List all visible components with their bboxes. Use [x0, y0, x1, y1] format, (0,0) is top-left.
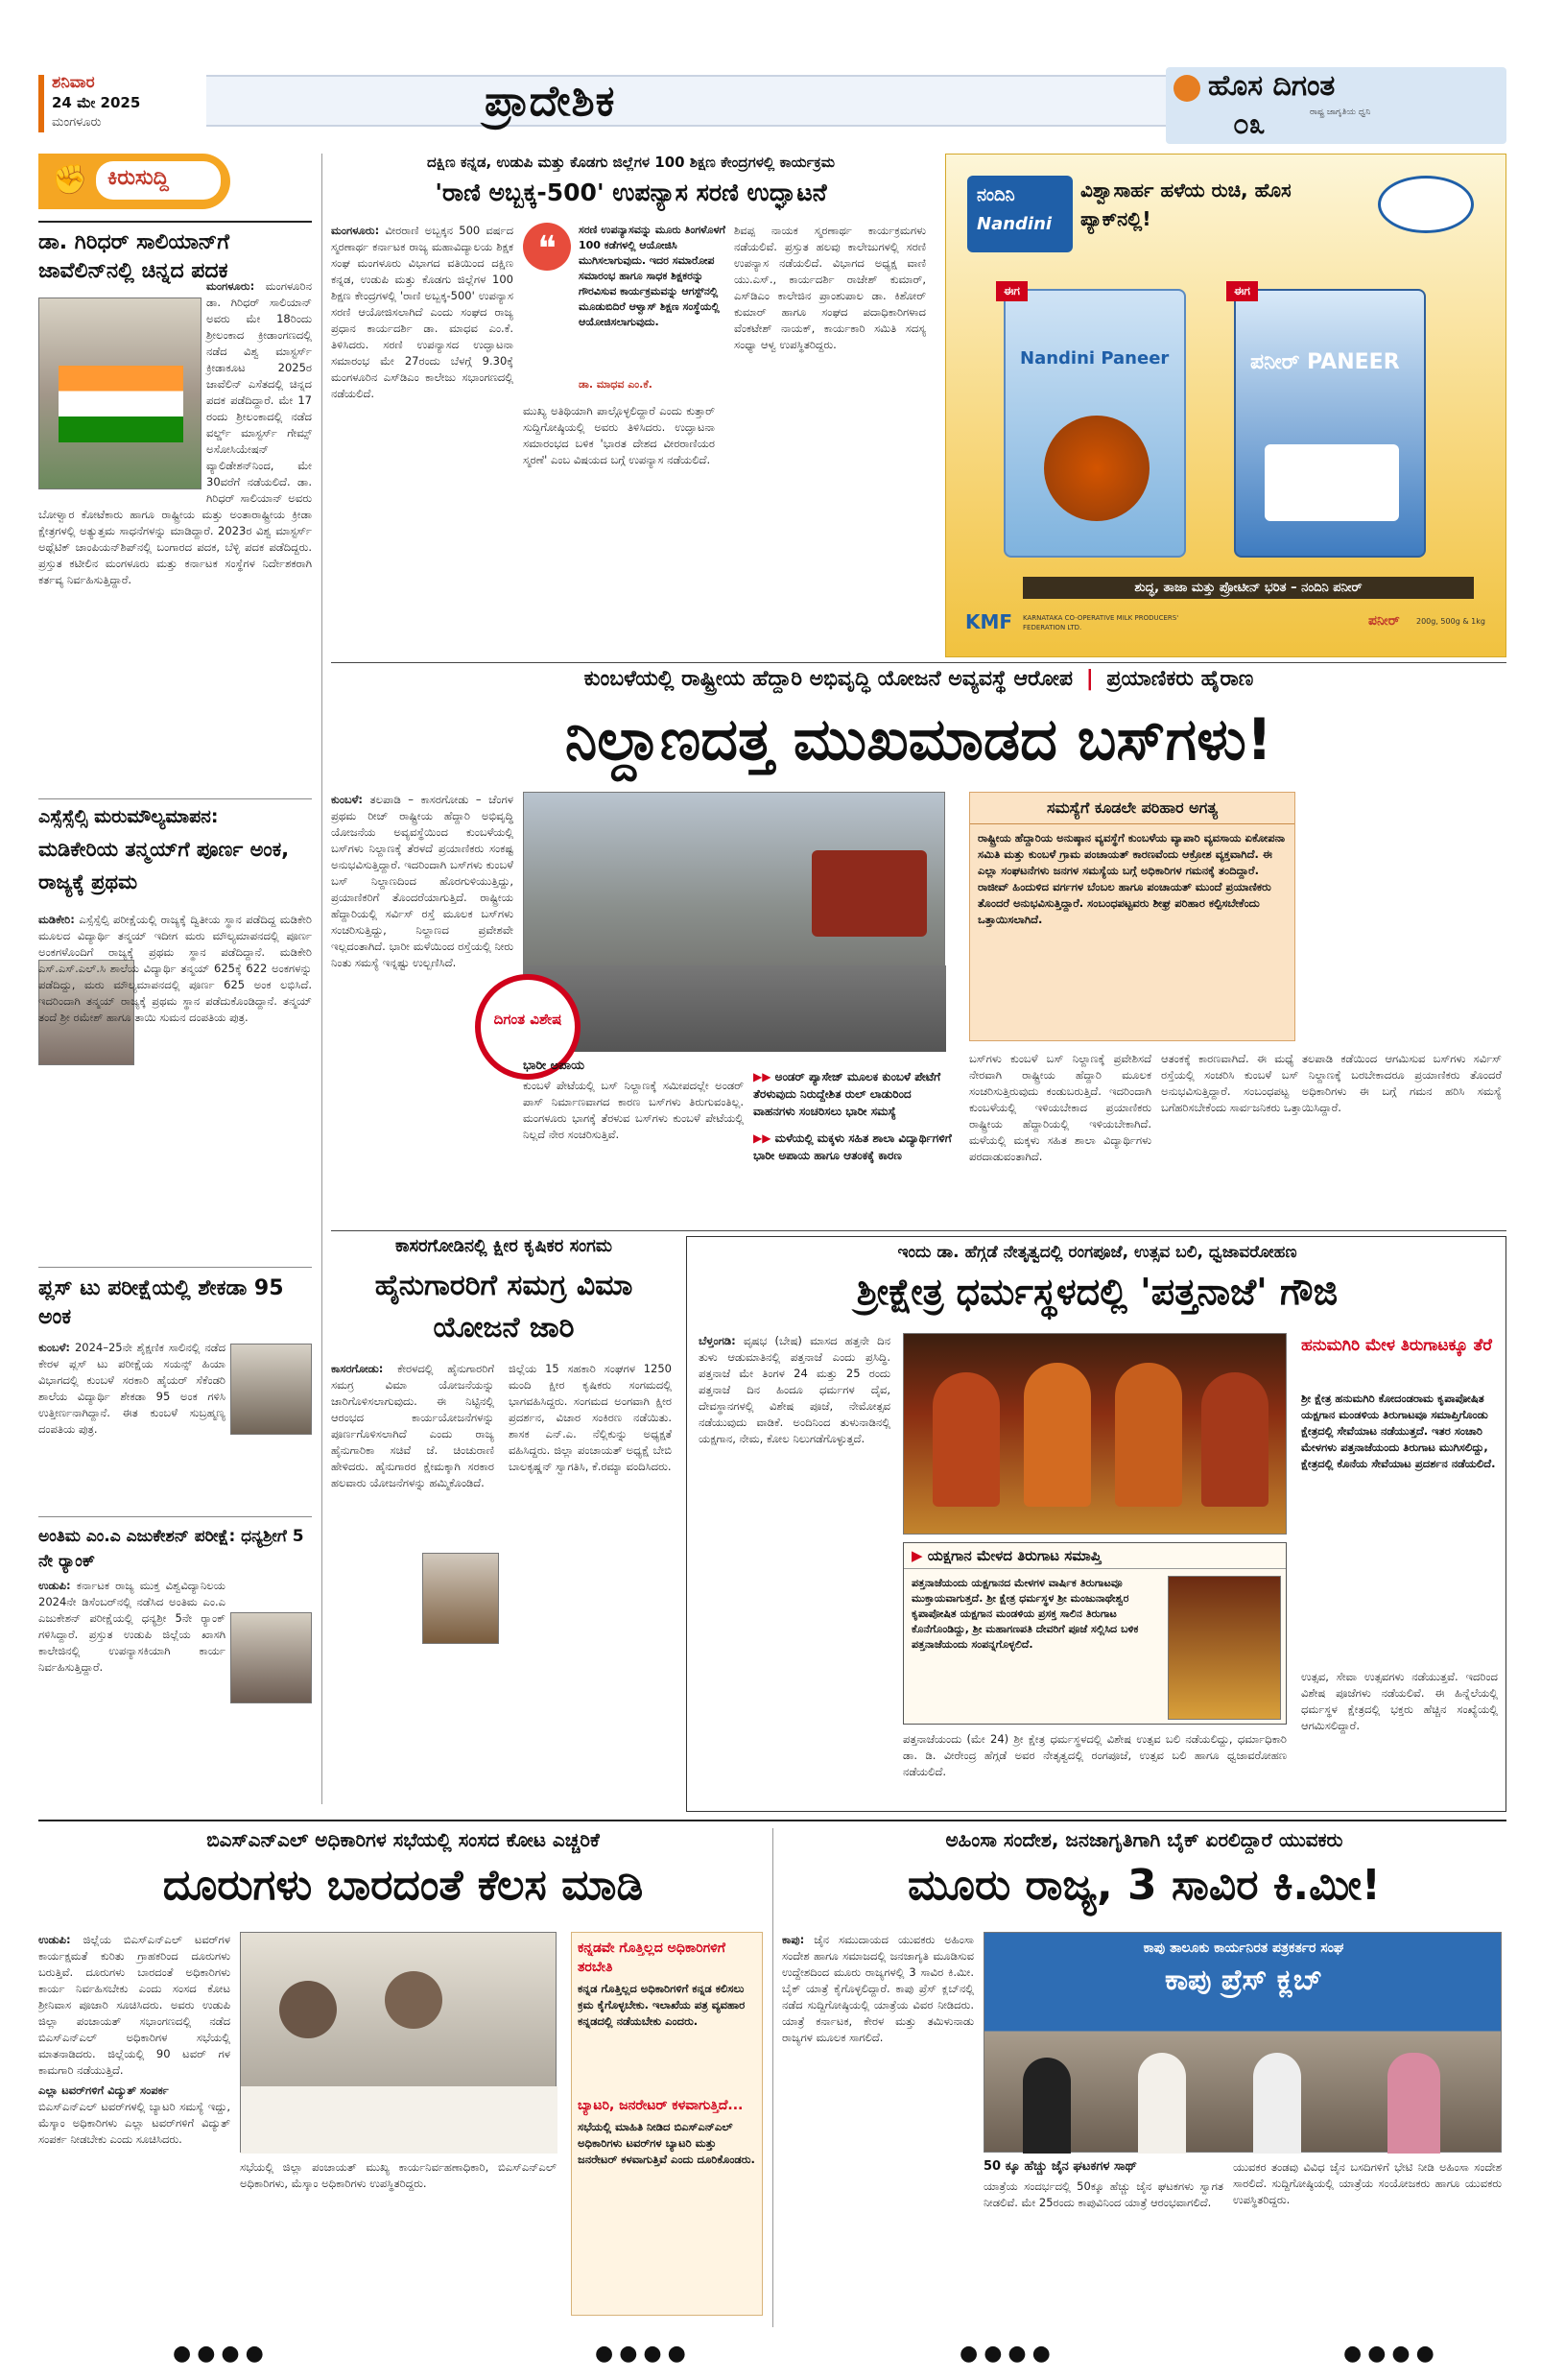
dharma-title: ಶ್ರೀಕ್ಷೇತ್ರ ಧರ್ಮಸ್ಥಳದಲ್ಲಿ 'ಪತ್ತನಾಜೆ' ಗೌಜಿ: [856, 1271, 1339, 1313]
dharma-body-col1: ಬೆಳ್ತಂಗಡಿ: ವೃಷಭ (ಬೇಷ) ಮಾಸದ ಹತ್ತನೇ ದಿನ ತುಳು ಆಡುಮಾತಿನಲ್ಲಿ ಪತ್ತನಾಜೆ ಎಂದು ಪ್ರಸಿದ್ಧಿ. ಪತ್ತನಾಜೆ ಮೇ ತಿಂಗಳ 24 ಮತ್ತು 25 ರಂದು ಪತ್ತನಾಜೆ ದಿನ ಹಿಂದೂ ಧರ್ಮಗಳ ದೈವ, ದೇವಸ್ಥಾನಗಳಲ್ಲಿ ವಿಶೇಷ ಪೂಜೆ, ನೇಮೋತ್ಸವ ನಡೆಯುವುದು ವಾಡಿಕೆ. ಅಂದಿನಿಂದ ತುಳುನಾಡಿನಲ್ಲಿ ಯಕ್ಷಗಾನ, ನೇಮ, ಕೋಲ ನಿಲುಗಡೆಗೊಳ್ಳುತ್ತದೆ.: [699, 1334, 890, 1445]
bike-body-col2: ಯಾತ್ರೆಯ ಸಂದರ್ಭದಲ್ಲಿ 50ಕ್ಕೂ ಹೆಚ್ಚು ಜೈನ ಘಟಕಗಳು ಸ್ವಾಗತ ನೀಡಲಿವೆ. ಮೇ 25ರಂದು ಕಾಪುವಿನಿಂದ ಯಾತ್ರೆ ಆರಂಭವಾಗಲಿದೆ.: [984, 2179, 1223, 2209]
bus-body-col4: ಆತಂಕಕ್ಕೆ ಕಾರಣವಾಗಿದೆ. ಈ ಮಧ್ಯೆ ತಲಪಾಡಿ ಕಡೆಯಿಂದ ಆಗಮಿಸುವ ಬಸ್‌ಗಳು ಸರ್ವಿಸ್ ರಸ್ತೆಯಲ್ಲಿ ಸಂಚರಿಸಿ ಕುಂಬಳೆ ಬಸ್ ನಿಲ್ದಾಣಕ್ಕೆ ಬರಬೇಕಾದರೂ ಪ್ರಯಾಣಿಕರು ತೊಂದರೆ ಅನುಭವಿಸುತ್ತಿದ್ದಾರೆ. ಸಂಬಂಧಪಟ್ಟ ಅಧಿಕಾರಿಗಳು ಈ ಬಗ್ಗೆ ಗಮನ ಹರಿಸಿ ಸಮಸ್ಯೆ ಬಗೆಹರಿಸಬೇಕೆಂದು ಸಾರ್ವಜನಿಕರು ಒತ್ತಾಯಿಸಿದ್ದಾರೆ.: [1161, 1052, 1502, 1114]
kiru-badge-label: ಕಿರುಸುದ್ದಿ: [107, 166, 169, 190]
paneer-pack-1: [1004, 284, 1186, 558]
bike-title: ಮೂರು ರಾಜ್ಯ, 3 ಸಾವಿರ ಕಿ.ಮೀ!: [908, 1861, 1381, 1910]
rani-title: 'ರಾಣಿ ಅಬ್ಬಕ್ಕ-500' ಉಪನ್ಯಾಸ ಸರಣಿ ಉದ್ಘಾಟನೆ: [435, 178, 827, 206]
bike-kicker: ಅಹಿಂಸಾ ಸಂದೇಶ, ಜನಜಾಗೃತಿಗಾಗಿ ಬೈಕ್ ಏರಲಿದ್ದಾರೆ ಯುವಕರು: [945, 1828, 1343, 1851]
dairy-title: ಹೈನುಗಾರರಿಗೆ ಸಮಗ್ರ ವಿಮಾ ಯೋಜನೆ ಜಾರಿ: [374, 1269, 633, 1345]
digantha-stamp-label: ದಿಗಂತ ವಿಶೇಷ: [493, 1011, 562, 1028]
bus-subhead: ಭಾರೀ ಅಪಾಯ: [523, 1059, 585, 1073]
kmf-logo: KMF: [965, 610, 1013, 633]
bsnl-subhead: ಎಲ್ಲಾ ಟವರ್‌ಗಳಿಗೆ ವಿದ್ಯುತ್ ಸಂಪರ್ಕ: [38, 2083, 169, 2097]
yakshagana-photo: [1168, 1576, 1281, 1720]
rani-story: [331, 154, 931, 653]
kiru-s3-body: ಕುಂಬಳೆ: 2024–25ನೇ ಶೈಕ್ಷಣಿಕ ಸಾಲಿನಲ್ಲಿ ನಡೆದ ಕೇರಳ ಪ್ಲಸ್ ಟು ಪರೀಕ್ಷೆಯ ಸಯನ್ಸ್ ಹಿಯಾ ವಿಭಾಗದಲ್ಲಿ ಕುಂಬಳೆ ಸರಕಾರಿ ಹೈಯರ್ ಸೆಕೆಂಡರಿ ಶಾಲೆಯ ವಿದ್ಯಾರ್ಥಿ ಶೇಕಡಾ 95 ಅಂಕ ಗಳಿಸಿ ಉತ್ತೀರ್ಣನಾಗಿದ್ದಾನೆ. ಈತ ಕುಂಬಳೆ ಸುಬ್ರಹ್ಮಣ್ಯ ದಂಪತಿಯ ಪುತ್ರ.: [38, 1341, 225, 1436]
bsnl-kicker: ಬಿಎಸ್‌ಎನ್‌ಎಲ್ ಅಧಿಕಾರಿಗಳ ಸಭೆಯಲ್ಲಿ ಸಂಸದ ಕೋಟ ಎಚ್ಚರಿಕೆ: [206, 1828, 600, 1851]
nandini-oval-logo: [1378, 176, 1474, 233]
bus-body-col2: ಕುಂಬಳೆ ಪೇಟೆಯಲ್ಲಿ ಬಸ್ ನಿಲ್ದಾಣಕ್ಕೆ ಸಮೀಪದಲ್ಲೇ ಅಂಡರ್ ಪಾಸ್ ನಿರ್ಮಾಣವಾಗದ ಕಾರಣ ಬಸ್‌ಗಳು ತಿರುಗುವಂತಿಲ್ಲ. ಮಂಗಳೂರು ಭಾಗಕ್ಕೆ ತೆರಳುವ ಬಸ್‌ಗಳು ಕುಂಬಳೆ ಪೇಟೆಯಲ್ಲಿ ನಿಲ್ಲದೆ ನೇರ ಸಂಚರಿಸುತ್ತಿವೆ.: [523, 1079, 744, 1141]
bsnl-box-title: ಕನ್ನಡವೇ ಗೊತ್ತಿಲ್ಲದ ಅಧಿಕಾರಿಗಳಿಗೆ ತರಬೇತಿ: [578, 1940, 725, 1975]
kiru-s1-title: ಡಾ. ಗಿರಿಧರ್ ಸಾಲಿಯಾನ್‌ಗೆ ಜಾವೆಲಿನ್‌ನಲ್ಲಿ ಚಿನ್ನದ ಪದಕ: [38, 230, 230, 283]
footer-dots-right-2: ●●●●: [1343, 2342, 1440, 2366]
quote-icon: ❝: [523, 223, 571, 271]
rani-quote-by: ಡಾ. ಮಾಧವ ಎಂ.ಕೆ.: [579, 378, 652, 391]
kmf-full: KARNATAKA CO-OPERATIVE MILK PRODUCERS' FEDERATION LTD.: [1023, 614, 1179, 631]
pack1-label: Nandini Paneer: [1020, 348, 1170, 369]
bus-solution-box: [969, 792, 1295, 1041]
press-club-photo: [984, 1932, 1502, 2153]
rani-quote-box: [523, 223, 734, 395]
dairy-kicker: ಕಾಸರಗೋಡಿನಲ್ಲಿ ಕ್ಷೀರ ಕೃಷಿಕರ ಸಂಗಮ: [395, 1236, 612, 1256]
nandini-logo-en: Nandini: [977, 214, 1053, 234]
bsnl-side-box: [571, 1932, 763, 2316]
yakshagana-box-title: ▶ ಯಕ್ಷಗಾನ ಮೇಳದ ತಿರುಗಾಟ ಸಮಾಪ್ತಿ: [904, 1543, 1286, 1569]
ad-sizes: 200g, 500g & 1kg: [1416, 617, 1485, 626]
dhanyashree-photo: [230, 1612, 312, 1703]
kiru-badge: [38, 154, 230, 209]
logo: [1166, 67, 1506, 144]
bus-photo: [523, 792, 945, 1051]
ad-tagline: ಶುದ್ಧ, ತಾಜಾ ಮತ್ತು ಪ್ರೋಟೀನ್ ಭರಿತ – ನಂದಿನಿ ಪನೀರ್: [1023, 577, 1474, 599]
paneer-pack-2: [1234, 284, 1426, 558]
press-club-banner-a: ಕಾಪು ತಾಲೂಕು ಕಾರ್ಯನಿರತ ಪತ್ರಕರ್ತರ ಸಂಘ: [1143, 1940, 1344, 1956]
pack1-badge: ಈಗ: [996, 281, 1028, 301]
kiru-s4-body: ಉಡುಪಿ: ಕರ್ನಾಟಕ ರಾಜ್ಯ ಮುಕ್ತ ವಿಶ್ವವಿದ್ಯಾನಿಲಯ 2024ನೇ ಡಿಸೆಂಬರ್‌ನಲ್ಲಿ ನಡೆಸಿದ ಅಂತಿಮ ಎಂ.ಎ ಎಜುಕೇಶನ್ ಪರೀಕ್ಷೆಯಲ್ಲಿ ಧನ್ಯಶ್ರೀ 5ನೇ ರ್‍ಯಾಂಕ್ ಗಳಿಸಿದ್ದಾರೆ. ಪ್ರಸ್ತುತ ಉಡುಪಿ ಜಿಲ್ಲೆಯ ಖಾಸಗಿ ಕಾಲೇಜಿನಲ್ಲಿ ಉಪನ್ಯಾಸಕಿಯಾಗಿ ಕಾರ್ಯ ನಿರ್ವಹಿಸುತ್ತಿದ್ದಾರೆ.: [38, 1579, 225, 1674]
arrow-icon: ▶: [912, 1547, 923, 1564]
bsnl-body-col1: ಉಡುಪಿ: ಜಿಲ್ಲೆಯ ಬಿಎಸ್‌ಎನ್‌ಎಲ್ ಟವರ್‌ಗಳ ಕಾರ್ಯಕ್ಷಮತೆ ಕುರಿತು ಗ್ರಾಹಕರಿಂದ ದೂರುಗಳು ಬರುತ್ತಿವೆ. ದೂರುಗಳು ಬಾರದಂತೆ ಅಧಿಕಾರಿಗಳು ಕಾರ್ಯ ನಿರ್ವಹಿಸಬೇಕು ಎಂದು ಸಂಸದ ಕೋಟ ಶ್ರೀನಿವಾಸ ಪೂಜಾರಿ ಸೂಚಿಸಿದರು. ಅವರು ಉಡುಪಿ ಜಿಲ್ಲಾ ಪಂಚಾಯತ್ ಸಭಾಂಗಣದಲ್ಲಿ ನಡೆದ ಬಿಎಸ್‌ಎನ್‌ಎಲ್ ಅಧಿಕಾರಿಗಳ ಸಭೆಯಲ್ಲಿ ಮಾತನಾಡಿದರು. ಜಿಲ್ಲೆಯಲ್ಲಿ 90 ಟವರ್ ಗಳ ಕಾಮಗಾರಿ ನಡೆಯುತ್ತಿದೆ. ಎಲ್ಲಾ ಟವರ್‌ಗಳಿಗೆ ವಿದ್ಯುತ್ ಸಂಪರ್ಕ ಬಿಎಸ್‌ಎನ್‌ಎಲ್ ಟವರ್‌ಗಳಲ್ಲಿ ಬ್ಯಾಟರಿ ಸಮಸ್ಯೆ ಇದ್ದು, ಮೆಸ್ಕಾಂ ಅಧಿಕಾರಿಗಳು ಎಲ್ಲಾ ಟವರ್‌ಗಳಿಗೆ ವಿದ್ಯುತ್ ಸಂಪರ್ಕ ನೀಡಬೇಕು ಎಂದು ಸೂಚಿಸಿದರು.: [38, 1933, 230, 2146]
nandini-logo: [967, 176, 1073, 252]
footer-dots-right-1: ●●●●: [960, 2342, 1056, 2366]
bsnl-box-title-2: ಬ್ಯಾಟರಿ, ಜನರೇಟರ್ ಕಳವಾಗುತ್ತಿದೆ...: [578, 2098, 744, 2113]
bike-body-col1: ಕಾಪು: ಜೈನ ಸಮುದಾಯದ ಯುವಕರು ಅಹಿಂಸಾ ಸಂದೇಶ ಹಾಗೂ ಸಮಾಜದಲ್ಲಿ ಜನಜಾಗೃತಿ ಮೂಡಿಸುವ ಉದ್ದೇಶದಿಂದ ಮೂರು ರಾಜ್ಯಗಳಲ್ಲಿ 3 ಸಾವಿರ ಕಿ.ಮೀ. ಬೈಕ್ ಯಾತ್ರೆ ಕೈಗೊಳ್ಳಲಿದ್ದಾರೆ. ಕಾಪು ಪ್ರೆಸ್ ಕ್ಲಬ್‌ನಲ್ಲಿ ನಡೆದ ಸುದ್ದಿಗೋಷ್ಠಿಯಲ್ಲಿ ಯಾತ್ರೆಯ ವಿವರ ನೀಡಿದರು. ಯಾತ್ರೆ ಕರ್ನಾಟಕ, ಕೇರಳ ಮತ್ತು ತಮಿಳುನಾಡು ರಾಜ್ಯಗಳ ಮೂಲಕ ಸಾಗಲಿದೆ.: [782, 1933, 974, 2044]
student-photo: [230, 1344, 312, 1435]
rani-quote: ಸರಣಿ ಉಪನ್ಯಾಸವನ್ನು ಮೂರು ತಿಂಗಳೊಳಗೆ 100 ಕಡೆಗಳಲ್ಲಿ ಆಯೋಜಿಸಿ ಮುಗಿಸಲಾಗುವುದು. ಇದರ ಸಮಾರೋಪ ಸಮಾರಂಭ ಹಾಗೂ ಸಾಧಕ ಶಿಕ್ಷಕರನ್ನು ಗೌರವಿಸುವ ಕಾರ್ಯಕ್ರಮವನ್ನು ಆಗಸ್ಟ್‌ನಲ್ಲಿ ಮೂಡುಬಿದಿರೆ ಆಳ್ವಾಸ್ ಶಿಕ್ಷಣ ಸಂಸ್ಥೆಯಲ್ಲಿ ಆಯೋಜಿಸಲಾಗುವುದು.: [579, 224, 725, 328]
bsnl-box-body-2: ಸಭೆಯಲ್ಲಿ ಮಾಹಿತಿ ನೀಡಿದ ಬಿಎಸ್‌ಎನ್‌ಎಲ್ ಅಧಿಕಾರಿಗಳು ಟವರ್‌ಗಳ ಬ್ಯಾಟರಿ ಮತ್ತು ಜನರೇಟರ್ ಕಳವಾಗುತ್ತಿವೆ ಎಂದು ದೂರಿಕೊಂಡರು.: [578, 2120, 755, 2166]
press-club-banner-b: ಕಾಪು ಪ್ರೆಸ್ ಕ್ಲಬ್: [1164, 1964, 1323, 1997]
kiru-s3-title: ಪ್ಲಸ್ ಟು ಪರೀಕ್ಷೆಯಲ್ಲಿ ಶೇಕಡಾ 95 ಅಂಕ: [38, 1276, 284, 1329]
dairy-body-col1: ಕಾಸರಗೋಡು: ಕೇರಳದಲ್ಲಿ ಹೈನುಗಾರರಿಗೆ ಸಮಗ್ರ ವಿಮಾ ಯೋಜನೆಯನ್ನು ಜಾರಿಗೊಳಿಸಲಾಗುವುದು. ಈ ನಿಟ್ಟಿನಲ್ಲಿ ಆರಂಭದ ಕಾರ್ಯಯೋಜನೆಗಳನ್ನು ಪೂರ್ಣಗೊಳಿಸಲಾಗಿದೆ ಎಂದು ರಾಜ್ಯ ಹೈನುಗಾರಿಕಾ ಸಚಿವೆ ಜೆ. ಚಿಂಚುರಾಣಿ ಹೇಳಿದರು. ಹೈನುಗಾರರ ಕ್ಷೇಮಕ್ಕಾಗಿ ಸರಕಾರ ಹಲವಾರು ಯೋಜನೆಗಳನ್ನು ಹಮ್ಮಿಕೊಂಡಿದೆ.: [331, 1362, 494, 1489]
bike-subhead: 50 ಕ್ಕೂ ಹೆಚ್ಚು ಜೈನ ಘಟಕಗಳ ಸಾಥ್: [984, 2159, 1138, 2174]
page-number: ೦೩: [1233, 107, 1266, 141]
bsnl-body-col2: ಸಭೆಯಲ್ಲಿ ಜಿಲ್ಲಾ ಪಂಚಾಯತ್ ಮುಖ್ಯ ಕಾರ್ಯನಿರ್ವಹಣಾಧಿಕಾರಿ, ಬಿಎಸ್‌ಎನ್‌ಎಲ್ ಅಧಿಕಾರಿಗಳು, ಮೆಸ್ಕಾಂ ಅಧಿಕಾರಿಗಳು ಉಪಸ್ಥಿತರಿದ್ದರು.: [240, 2160, 557, 2190]
masthead: [38, 67, 1506, 144]
yakshagana-box: [903, 1542, 1287, 1725]
bus-story: [331, 667, 1506, 1224]
kiru-s2-kicker: ಎಸ್ಸೆಸ್ಸೆಲ್ಸಿ ಮರುಮೌಲ್ಯಮಾಪನ:: [38, 806, 219, 827]
bsnl-title: ದೂರುಗಳು ಬಾರದಂತೆ ಕೆಲಸ ಮಾಡಿ: [162, 1861, 644, 1910]
ad-headline: ವಿಶ್ವಾಸಾರ್ಹ ಹಳೆಯ ರುಚಿ, ಹೊಸ ಪ್ಯಾಕ್‌ನಲ್ಲಿ!: [1080, 178, 1292, 230]
arrow-icon: ▶▶: [753, 1131, 771, 1145]
bus-box-title: ಸಮಸ್ಯೆಗೆ ಕೂಡಲೇ ಪರಿಹಾರ ಅಗತ್ಯ: [970, 793, 1294, 824]
masthead-date: 24 ಮೇ 2025: [52, 94, 141, 111]
pack2-badge: ಈಗ: [1226, 281, 1258, 301]
kiru-s4-title: ಅಂತಿಮ ಎಂ.ಎ ಎಜುಕೇಶನ್ ಪರೀಕ್ಷೆ: ಧನ್ಯಶ್ರೀಗೆ 5 ನೇ ರ್‍ಯಾಂಕ್: [38, 1527, 304, 1571]
bus-box-body: ರಾಷ್ಟ್ರೀಯ ಹೆದ್ದಾರಿಯ ಅನುಷ್ಠಾನ ವ್ಯವಸ್ಥೆಗೆ ಕುಂಬಳೆಯ ವ್ಯಾಪಾರಿ ವ್ಯವಸಾಯ ಏಕೋಪನಾ ಸಮಿತಿ ಮತ್ತು ಕುಂಬಳೆ ಗ್ರಾಮ ಪಂಚಾಯತ್ ಕಾರಣವೆಂದು ಆಕ್ರೋಶ ವ್ಯಕ್ತವಾಗಿದೆ. ಈ ಎಲ್ಲಾ ಸಂಘಟನೆಗಳು ಜನಗಳ ಸಮಸ್ಯೆಯ ಬಗ್ಗೆ ಅಧಿಕಾರಿಗಳ ಗಮನಕ್ಕೆ ತಂದಿದ್ದಾರೆ. ರಾಜೀವ್ ಹಿಂದುಳಿದ ವರ್ಗಗಳ ಬೆಂಬಲ ಹಾಗೂ ಪಂಚಾಯತ್ ಮುಂದೆ ಪ್ರಯಾಣಿಕರು ತೊಂದರೆ ಅನುಭವಿಸುತ್ತಿದ್ದಾರೆ. ಸಂಬಂಧಪಟ್ಟವರು ಶೀಘ್ರ ಪರಿಹಾರ ಕಲ್ಪಿಸಬೇಕೆಂದು ಒತ್ತಾಯಿಸಲಾಗಿದೆ.: [978, 831, 1286, 926]
dharma-kicker: ಇಂದು ಡಾ. ಹೆಗ್ಗಡೆ ನೇತೃತ್ವದಲ್ಲಿ ರಂಗಪೂಜೆ, ಉತ್ಸವ ಬಲಿ, ಧ್ವಜಾವರೋಹಣ: [897, 1243, 1297, 1262]
bus-bullets: [753, 1068, 955, 1212]
rani-body-col2: ಮುಖ್ಯ ಅತಿಥಿಯಾಗಿ ಪಾಲ್ಗೊಳ್ಳಲಿದ್ದಾರೆ ಎಂದು ಕುತ್ತಾರ್ ಸುದ್ದಿಗೋಷ್ಠಿಯಲ್ಲಿ ಅವರು ತಿಳಿಸಿದರು. ಉದ್ಘಾಟನಾ ಸಮಾರಂಭದ ಬಳಿಕ 'ಭಾರತ ದೇಶದ ವೀರರಾಣಿಯರ ಸ್ಮರಣೆ' ಎಂಬ ವಿಷಯದ ಬಗ್ಗೆ ಉಪನ್ಯಾಸ ನಡೆಯಲಿದೆ.: [523, 404, 715, 466]
masthead-city: ಮಂಗಳೂರು: [52, 115, 102, 130]
rani-body-col3: ಶಿವಪ್ಪ ನಾಯಕ ಸ್ಮರಣಾರ್ಥ ಕಾರ್ಯಕ್ರಮಗಳು ನಡೆಯಲಿವೆ. ಪ್ರಸ್ತುತ ಹಲವು ಕಾಲೇಜುಗಳಲ್ಲಿ ಸರಣಿ ಉಪನ್ಯಾಸ ನಡೆಯಲಿದೆ. ವಿಭಾಗದ ಅಧ್ಯಕ್ಷ ವಾಣಿ ಯು.ಎಸ್., ಕಾರ್ಯದರ್ಶಿ ರಾಜೇಶ್ ಕುಮಾರ್, ಎಸ್‌ಡಿಎಂ ಕಾಲೇಜಿನ ಪ್ರಾಂಶುಪಾಲ ಡಾ. ಕಿಶೋರ್ ಕುಮಾರ್ ಹಾಗೂ ಸಂಘದ ಪದಾಧಿಕಾರಿಗಳಾದ ವೆಂಕಟೇಶ್ ನಾಯಕ್, ಕಾರ್ಯಕಾರಿ ಸಮಿತಿ ಸದಸ್ಯ ಸಂಧ್ಯಾ ಆಳ್ವ ಉಪಸ್ಥಿತರಿದ್ದರು.: [734, 224, 926, 351]
dharma-body-col2: ಪತ್ತನಾಜೆಯಂದು (ಮೇ 24) ಶ್ರೀ ಕ್ಷೇತ್ರ ಧರ್ಮಸ್ಥಳದಲ್ಲಿ ವಿಶೇಷ ಉತ್ಸವ ಬಲಿ ನಡೆಯಲಿದ್ದು, ಧರ್ಮಾಧಿಕಾರಿ ಡಾ. ಡಿ. ವೀರೇಂದ್ರ ಹೆಗ್ಗಡೆ ಅವರ ನೇತೃತ್ವದಲ್ಲಿ ರಂಗಪೂಜೆ, ಉತ್ಸವ ಬಲಿ ಹಾಗೂ ಧ್ವಜಾವರೋಹಣ ನಡೆಯಲಿದೆ.: [903, 1732, 1287, 1778]
masthead-day: ಶನಿವಾರ: [52, 73, 95, 92]
kiru-s1-body: ಮಂಗಳೂರು: ಮಂಗಳೂರಿನ ಡಾ. ಗಿರಿಧರ್ ಸಾಲಿಯಾನ್ ಅವರು ಮೇ 18ರಿಂದು ಶ್ರೀಲಂಕಾದ ಕ್ರೀಡಾಂಗಣದಲ್ಲಿ ನಡೆದ ವಿಶ್ವ ಮಾಸ್ಟರ್ಸ್ ಕ್ರೀಡಾಕೂಟ 2025ರ ಜಾವೆಲಿನ್ ಎಸೆತದಲ್ಲಿ ಚಿನ್ನದ ಪದಕ ಪಡೆದಿದ್ದಾರೆ. ಮೇ 17 ರಂದು ಶ್ರೀಲಂಕಾದಲ್ಲಿ ನಡೆದ ವರ್ಲ್ಡ್ ಮಾಸ್ಟರ್ಸ್ ಗೇಮ್ಸ್ ಅಸೋಸಿಯೇಷನ್ ವ್ಯಾಲಿಡೇಶನ್‌ನಿಂದ, ಮೇ 30ವರೆಗೆ ನಡೆಯಲಿದೆ. ಡಾ. ಗಿರಿಧರ್ ಸಾಲಿಯಾನ್ ಅವರು ಬೋಳ್ವಾರ ಕೋಟೆಕಾರು ಹಾಗೂ ರಾಷ್ಟ್ರೀಯ ಮತ್ತು ಅಂತಾರಾಷ್ಟ್ರೀಯ ಕ್ರೀಡಾ ಕ್ಷೇತ್ರಗಳಲ್ಲಿ ಅತ್ಯುತ್ತಮ ಸಾಧನೆಗಳನ್ನು ಮಾಡಿದ್ದಾರೆ. 2023ರ ವಿಶ್ವ ಮಾಸ್ಟರ್ಸ್ ಅಥ್ಲೆಟಿಕ್ ಚಾಂಪಿಯನ್‌ಶಿಪ್‌ನಲ್ಲಿ ಬಂಗಾರದ ಪದಕ, ಬೆಳ್ಳಿ ಪದಕ ಪಡೆದಿದ್ದರು. ಪ್ರಸ್ತುತ ಕಟೀಲಿನ ಮಂಗಳೂರು ಮತ್ತು ಕರ್ನಾಟಕ ಸಂಸ್ಥೆಗಳ ನಿರ್ದೇಶಕರಾಗಿ ಕರ್ತವ್ಯ ನಿರ್ವಹಿಸುತ್ತಿದ್ದಾರೆ.: [38, 279, 312, 586]
minister-photo: [422, 1553, 499, 1644]
section-title: ಪ್ರಾದೇಶಿಕ: [485, 77, 616, 126]
dairy-story: [331, 1236, 676, 1812]
bike-body-col3: ಯುವಕರ ತಂಡವು ವಿವಿಧ ಜೈನ ಬಸದಿಗಳಿಗೆ ಭೇಟಿ ನೀಡಿ ಅಹಿಂಸಾ ಸಂದೇಶ ಸಾರಲಿದೆ. ಸುದ್ದಿಗೋಷ್ಠಿಯಲ್ಲಿ ಯಾತ್ರೆಯ ಸಂಯೋಜಕರು ಹಾಗೂ ಯುವಕರು ಉಪಸ್ಥಿತರಿದ್ದರು.: [1233, 2160, 1502, 2206]
kiru-s2-title: ಮಡಿಕೇರಿಯ ತನ್ಮಯ್‌ಗೆ ಪೂರ್ಣ ಅಂಕ, ರಾಜ್ಯಕ್ಕೆ ಪ್ರಥಮ: [38, 838, 290, 893]
kiru-s1-dateline: ಮಂಗಳೂರು:: [206, 279, 255, 293]
footer-dots-left: ●●●●: [173, 2342, 270, 2366]
logo-tagline: ರಾಷ್ಟ್ರ ಜಾಗೃತಿಯ ಧ್ವನಿ: [1310, 107, 1371, 117]
deities-photo: [903, 1333, 1287, 1535]
bus-body-col3: ಬಸ್‌ಗಳು ಕುಂಬಳೆ ಬಸ್ ನಿಲ್ದಾಣಕ್ಕೆ ಪ್ರವೇಶಿಸದೆ ನೇರವಾಗಿ ರಾಷ್ಟ್ರೀಯ ಹೆದ್ದಾರಿ ಮೂಲಕ ಸಂಚರಿಸುತ್ತಿರುವುದು ಕಂಡುಬರುತ್ತಿದೆ. ಇದರಿಂದಾಗಿ ಕುಂಬಳೆಯಲ್ಲಿ ಇಳಿಯಬೇಕಾದ ಪ್ರಯಾಣಿಕರು ರಾಷ್ಟ್ರೀಯ ಹೆದ್ದಾರಿಯಲ್ಲಿ ಇಳಿಯಬೇಕಾಗಿದೆ. ಮಳೆಯಲ್ಲಿ ಮಕ್ಕಳು ಸಹಿತ ಶಾಲಾ ವಿದ್ಯಾರ್ಥಿಗಳು ಪರದಾಡುವಂತಾಗಿದೆ.: [969, 1052, 1151, 1163]
bus-kicker: ಕುಂಬಳೆಯಲ್ಲಿ ರಾಷ್ಟ್ರೀಯ ಹೆದ್ದಾರಿ ಅಭಿವೃದ್ಧಿ ಯೋಜನೆ ಅವ್ಯವಸ್ಥೆ ಆರೋಪ | ಪ್ರಯಾಣಿಕರು ಹೈರಾಣ: [583, 667, 1254, 691]
rani-body-col1: ಮಂಗಳೂರು: ವೀರರಾಣಿ ಅಬ್ಬಕ್ಕನ 500 ವರ್ಷದ ಸ್ಮರಣಾರ್ಥ ಕರ್ನಾಟಕ ರಾಜ್ಯ ಮಹಾವಿದ್ಯಾಲಯ ಶಿಕ್ಷಕ ಸಂಘ ಮಂಗಳೂರು ವಿಭಾಗದ ವತಿಯಿಂದ ದಕ್ಷಿಣ ಕನ್ನಡ, ಉಡುಪಿ ಮತ್ತು ಕೊಡಗು ಜಿಲ್ಲೆಗಳ 100 ಶಿಕ್ಷಣ ಕೇಂದ್ರಗಳಲ್ಲಿ 'ರಾಣಿ ಅಬ್ಬಕ್ಕ-500' ಉಪನ್ಯಾಸ ಸರಣಿ ಆಯೋಜಿಸಲಾಗಿದೆ ಎಂದು ಸಂಘದ ರಾಜ್ಯ ಪ್ರಧಾನ ಕಾರ್ಯದರ್ಶಿ ಡಾ. ಮಾಧವ ಎಂ.ಕೆ. ತಿಳಿಸಿದರು. ಸರಣಿ ಉಪನ್ಯಾಸದ ಉದ್ಘಾಟನಾ ಸಮಾರಂಭ ಮೇ 27ರಂದು ಬೆಳಗ್ಗೆ 9.30ಕ್ಕೆ ಮಂಗಳೂರಿನ ಎಸ್‌ಡಿಎಂ ಕಾಲೇಜು ಸಭಾಂಗಣದಲ್ಲಿ ನಡೆಯಲಿದೆ.: [331, 224, 513, 400]
nandini-logo-kn: ನಂದಿನಿ: [977, 185, 1015, 205]
dharma-story: [686, 1236, 1506, 1812]
logo-mark-icon: [1174, 75, 1200, 102]
hand-icon: ✊: [52, 163, 88, 197]
pack2-label: ಪನೀರ್ PANEER: [1250, 350, 1400, 374]
arrow-icon: ▶▶: [753, 1070, 771, 1083]
bus-bullet-1: ▶▶ ಅಂಡರ್ ಪ್ಯಾಸೇಜ್ ಮೂಲಕ ಕುಂಬಳೆ ಪೇಟೆಗೆ ತೆರಳುವುದು ನಿರುದ್ದೇಶಿತ ರುಲ್ ಲಾಡುರಿಂದ ವಾಹನಗಳು ಸಂಚರಿಸಲು ಭಾರೀ ಸಮಸ್ಯೆ: [753, 1070, 941, 1118]
logo-text: ಹೊಸ ದಿಗಂತ: [1208, 69, 1336, 103]
bike-story: [782, 1828, 1506, 2327]
kiru-s2-body: ಮಡಿಕೇರಿ: ಎಸ್ಸೆಸ್ಸೆಲ್ಸಿ ಪರೀಕ್ಷೆಯಲ್ಲಿ ರಾಜ್ಯಕ್ಕೆ ದ್ವಿತೀಯ ಸ್ಥಾನ ಪಡೆದಿದ್ದ ಮಡಿಕೇರಿ ಮೂಲದ ವಿದ್ಯಾರ್ಥಿ ತನ್ಮಯ್ ಇದೀಗ ಮರು ಮೌಲ್ಯಮಾಪನದಲ್ಲಿ ಪೂರ್ಣ ಅಂಕಗಳೊಂದಿಗೆ ರಾಜ್ಯಕ್ಕೆ ಪ್ರಥಮ ಸ್ಥಾನ ಪಡೆದಿದ್ದಾನೆ. ಮಡಿಕೇರಿ ಎಸ್.ಎಸ್.ಎಲ್.ಸಿ ಶಾಲೆಯ ವಿದ್ಯಾರ್ಥಿ ತನ್ಮಯ್ 625ಕ್ಕೆ 622 ಅಂಕಗಳನ್ನು ಪಡೆದಿದ್ದು, ಮರು ಮೌಲ್ಯಮಾಪನದಲ್ಲಿ ಪೂರ್ಣ 625 ಅಂಕ ಲಭಿಸಿದೆ. ಇದರಿಂದಾಗಿ ತನ್ಮಯ್ ರಾಜ್ಯಕ್ಕೆ ಪ್ರಥಮ ಸ್ಥಾನ ಪಡೆದುಕೊಂಡಿದ್ದಾನೆ. ತನ್ಮಯ್ ತಂದೆ ಶ್ರೀ ರಮೇಶ್ ಹಾಗೂ ತಾಯಿ ಸುಮನ ದಂಪತಿಯ ಪುತ್ರ.: [38, 913, 312, 1024]
dairy-body-col2: ಜಿಲ್ಲೆಯ 15 ಸಹಕಾರಿ ಸಂಘಗಳ 1250 ಮಂದಿ ಕ್ಷೀರ ಕೃಷಿಕರು ಸಂಗಮದಲ್ಲಿ ಭಾಗವಹಿಸಿದ್ದರು. ಸಂಗಮದ ಅಂಗವಾಗಿ ಕ್ಷೀರ ಪ್ರದರ್ಶನ, ವಿಚಾರ ಸಂಕಿರಣ ನಡೆಯಿತು. ಶಾಸಕ ಎನ್.ಎ. ನೆಲ್ಲಿಕುನ್ನು ಅಧ್ಯಕ್ಷತೆ ವಹಿಸಿದ್ದರು. ಜಿಲ್ಲಾ ಪಂಚಾಯತ್ ಅಧ್ಯಕ್ಷೆ ಬೇಬಿ ಬಾಲಕೃಷ್ಣನ್ ಸ್ವಾಗತಿಸಿ, ಕೆ.ರಮ್ಯಾ ವಂದಿಸಿದರು.: [509, 1362, 672, 1473]
bus-title: ನಿಲ್ದಾಣದತ್ತ ಮುಖಮಾಡದ ಬಸ್‌ಗಳು!: [564, 706, 1273, 774]
ad-corner: ಪನೀರ್: [1368, 613, 1400, 629]
yakshagana-box-body: ಪತ್ತನಾಜೆಯಂದು ಯಕ್ಷಗಾನದ ಮೇಳಗಳ ವಾರ್ಷಿಕ ತಿರುಗಾಟವೂ ಮುಕ್ತಾಯವಾಗುತ್ತದೆ. ಶ್ರೀ ಕ್ಷೇತ್ರ ಧರ್ಮಸ್ಥಳ ಶ್ರೀ ಮಂಜುನಾಥೇಶ್ವರ ಕೃಪಾಪೋಷಿತ ಯಕ್ಷಗಾನ ಮಂಡಳಿಯ ಪ್ರಸಕ್ತ ಸಾಲಿನ ತಿರುಗಾಟ ಕೊನೆಗೊಂಡಿದ್ದು, ಶ್ರೀ ಮಹಾಗಣಪತಿ ದೇವರಿಗೆ ಪೂಜೆ ಸಲ್ಲಿಸಿದ ಬಳಿಕ ಪತ್ತನಾಜೆಯಂದು ಸಂಪನ್ನಗೊಳ್ಳಲಿದೆ.: [912, 1577, 1139, 1651]
bsnl-story: [38, 1828, 768, 2327]
footer-dots-center: ●●●●: [595, 2342, 692, 2366]
bus-bullet-2: ▶▶ ಮಳೆಯಲ್ಲಿ ಮಕ್ಕಳು ಸಹಿತ ಶಾಲಾ ವಿದ್ಯಾರ್ಥಿಗಳಿಗೆ ಭಾರೀ ಅಪಾಯ ಹಾಗೂ ಆತಂಕಕ್ಕೆ ಕಾರಣ: [753, 1131, 952, 1162]
bus-body-col1: ಕುಂಬಳೆ: ತಲಪಾಡಿ – ಕಾಸರಗೋಡು – ಚೆಂಗಳ ಪ್ರಥಮ ರೀಚ್ ರಾಷ್ಟ್ರೀಯ ಹೆದ್ದಾರಿ ಅಭಿವೃದ್ಧಿ ಯೋಜನೆಯ ಅವ್ಯವಸ್ಥೆಯಿಂದ ಕುಂಬಳೆಯಲ್ಲಿ ಬಸ್‌ಗಳು ನಿಲ್ದಾಣಕ್ಕೆ ತೆರಳದೆ ಪ್ರಯಾಣಿಕರು ಸಂಕಷ್ಟ ಅನುಭವಿಸುತ್ತಿದ್ದಾರೆ. ಇದರಿಂದಾಗಿ ಬಸ್‌ಗಳು ಕುಂಬಳೆ ಬಸ್ ನಿಲ್ದಾಣದಿಂದ ಹೊರಗುಳಿಯುತ್ತಿದ್ದು, ಪ್ರಯಾಣಿಕರಿಗೆ ತೊಂದರೆಯಾಗುತ್ತಿದೆ. ರಾಷ್ಟ್ರೀಯ ಹೆದ್ದಾರಿಯಲ್ಲಿ ಸರ್ವಿಸ್ ರಸ್ತೆ ಮೂಲಕ ಬಸ್‌ಗಳು ಸಂಚರಿಸುತ್ತಿದ್ದು, ನಿಲ್ದಾಣದ ಪ್ರವೇಶವೇ ಇಲ್ಲದಂತಾಗಿದೆ. ಭಾರೀ ಮಳೆಯಿಂದ ರಸ್ತೆಯಲ್ಲಿ ನೀರು ನಿಂತು ಸಮಸ್ಯೆ ಇನ್ನಷ್ಟು ಉಲ್ಬಣಿಸಿದೆ.: [331, 793, 513, 969]
bsnl-box-body: ಕನ್ನಡ ಗೊತ್ತಿಲ್ಲದ ಅಧಿಕಾರಿಗಳಿಗೆ ಕನ್ನಡ ಕಲಿಸಲು ಕ್ರಮ ಕೈಗೊಳ್ಳಬೇಕು. ಇಲಾಖೆಯ ಪತ್ರ ವ್ಯವಹಾರ ಕನ್ನಡದಲ್ಲಿ ನಡೆಯಬೇಕು ಎಂದರು.: [578, 1982, 746, 2028]
nandini-ad[interactable]: [945, 154, 1506, 657]
hanumagiri-body: ಶ್ರೀ ಕ್ಷೇತ್ರ ಹನುಮಗಿರಿ ಕೋದಂಡರಾಮ ಕೃಪಾಪೋಷಿತ ಯಕ್ಷಗಾನ ಮಂಡಳಿಯ ತಿರುಗಾಟವೂ ಸಮಾಪ್ತಿಗೊಂಡು ಕ್ಷೇತ್ರದಲ್ಲಿ ಸೇವೆಯಾಟ ನಡೆಯುತ್ತದೆ. ಇತರ ಸಂಚಾರಿ ಮೇಳಗಳು ಪತ್ತನಾಜೆಯಂದು ತಿರುಗಾಟ ಮುಗಿಸಲಿದ್ದು, ಕ್ಷೇತ್ರದಲ್ಲಿ ಕೊನೆಯ ಸೇವೆಯಾಟ ಪ್ರದರ್ಶನ ನಡೆಯಲಿದೆ.: [1301, 1392, 1496, 1470]
hanumagiri-body-2: ಉತ್ಸವ, ಸೇವಾ ಉತ್ಸವಗಳು ನಡೆಯುತ್ತವೆ. ಇದರಿಂದ ವಿಶೇಷ ಪೂಜೆಗಳು ನಡೆಯಲಿವೆ. ಈ ಹಿನ್ನೆಲೆಯಲ್ಲಿ ಧರ್ಮಸ್ಥಳ ಕ್ಷೇತ್ರದಲ್ಲಿ ಭಕ್ತರು ಹೆಚ್ಚಿನ ಸಂಖ್ಯೆಯಲ್ಲಿ ಆಗಮಿಸಲಿದ್ದಾರೆ.: [1301, 1670, 1498, 1732]
bsnl-meeting-photo: [240, 1932, 557, 2153]
kiru-column: [38, 154, 312, 1804]
rani-kicker: ದಕ್ಷಿಣ ಕನ್ನಡ, ಉಡುಪಿ ಮತ್ತು ಕೊಡಗು ಜಿಲ್ಲೆಗಳ 100 ಶಿಕ್ಷಣ ಕೇಂದ್ರಗಳಲ್ಲಿ ಕಾರ್ಯಕ್ರಮ: [426, 154, 836, 171]
hanumagiri-title: ಹನುಮಗಿರಿ ಮೇಳ ತಿರುಗಾಟಕ್ಕೂ ತೆರೆ: [1301, 1336, 1492, 1355]
